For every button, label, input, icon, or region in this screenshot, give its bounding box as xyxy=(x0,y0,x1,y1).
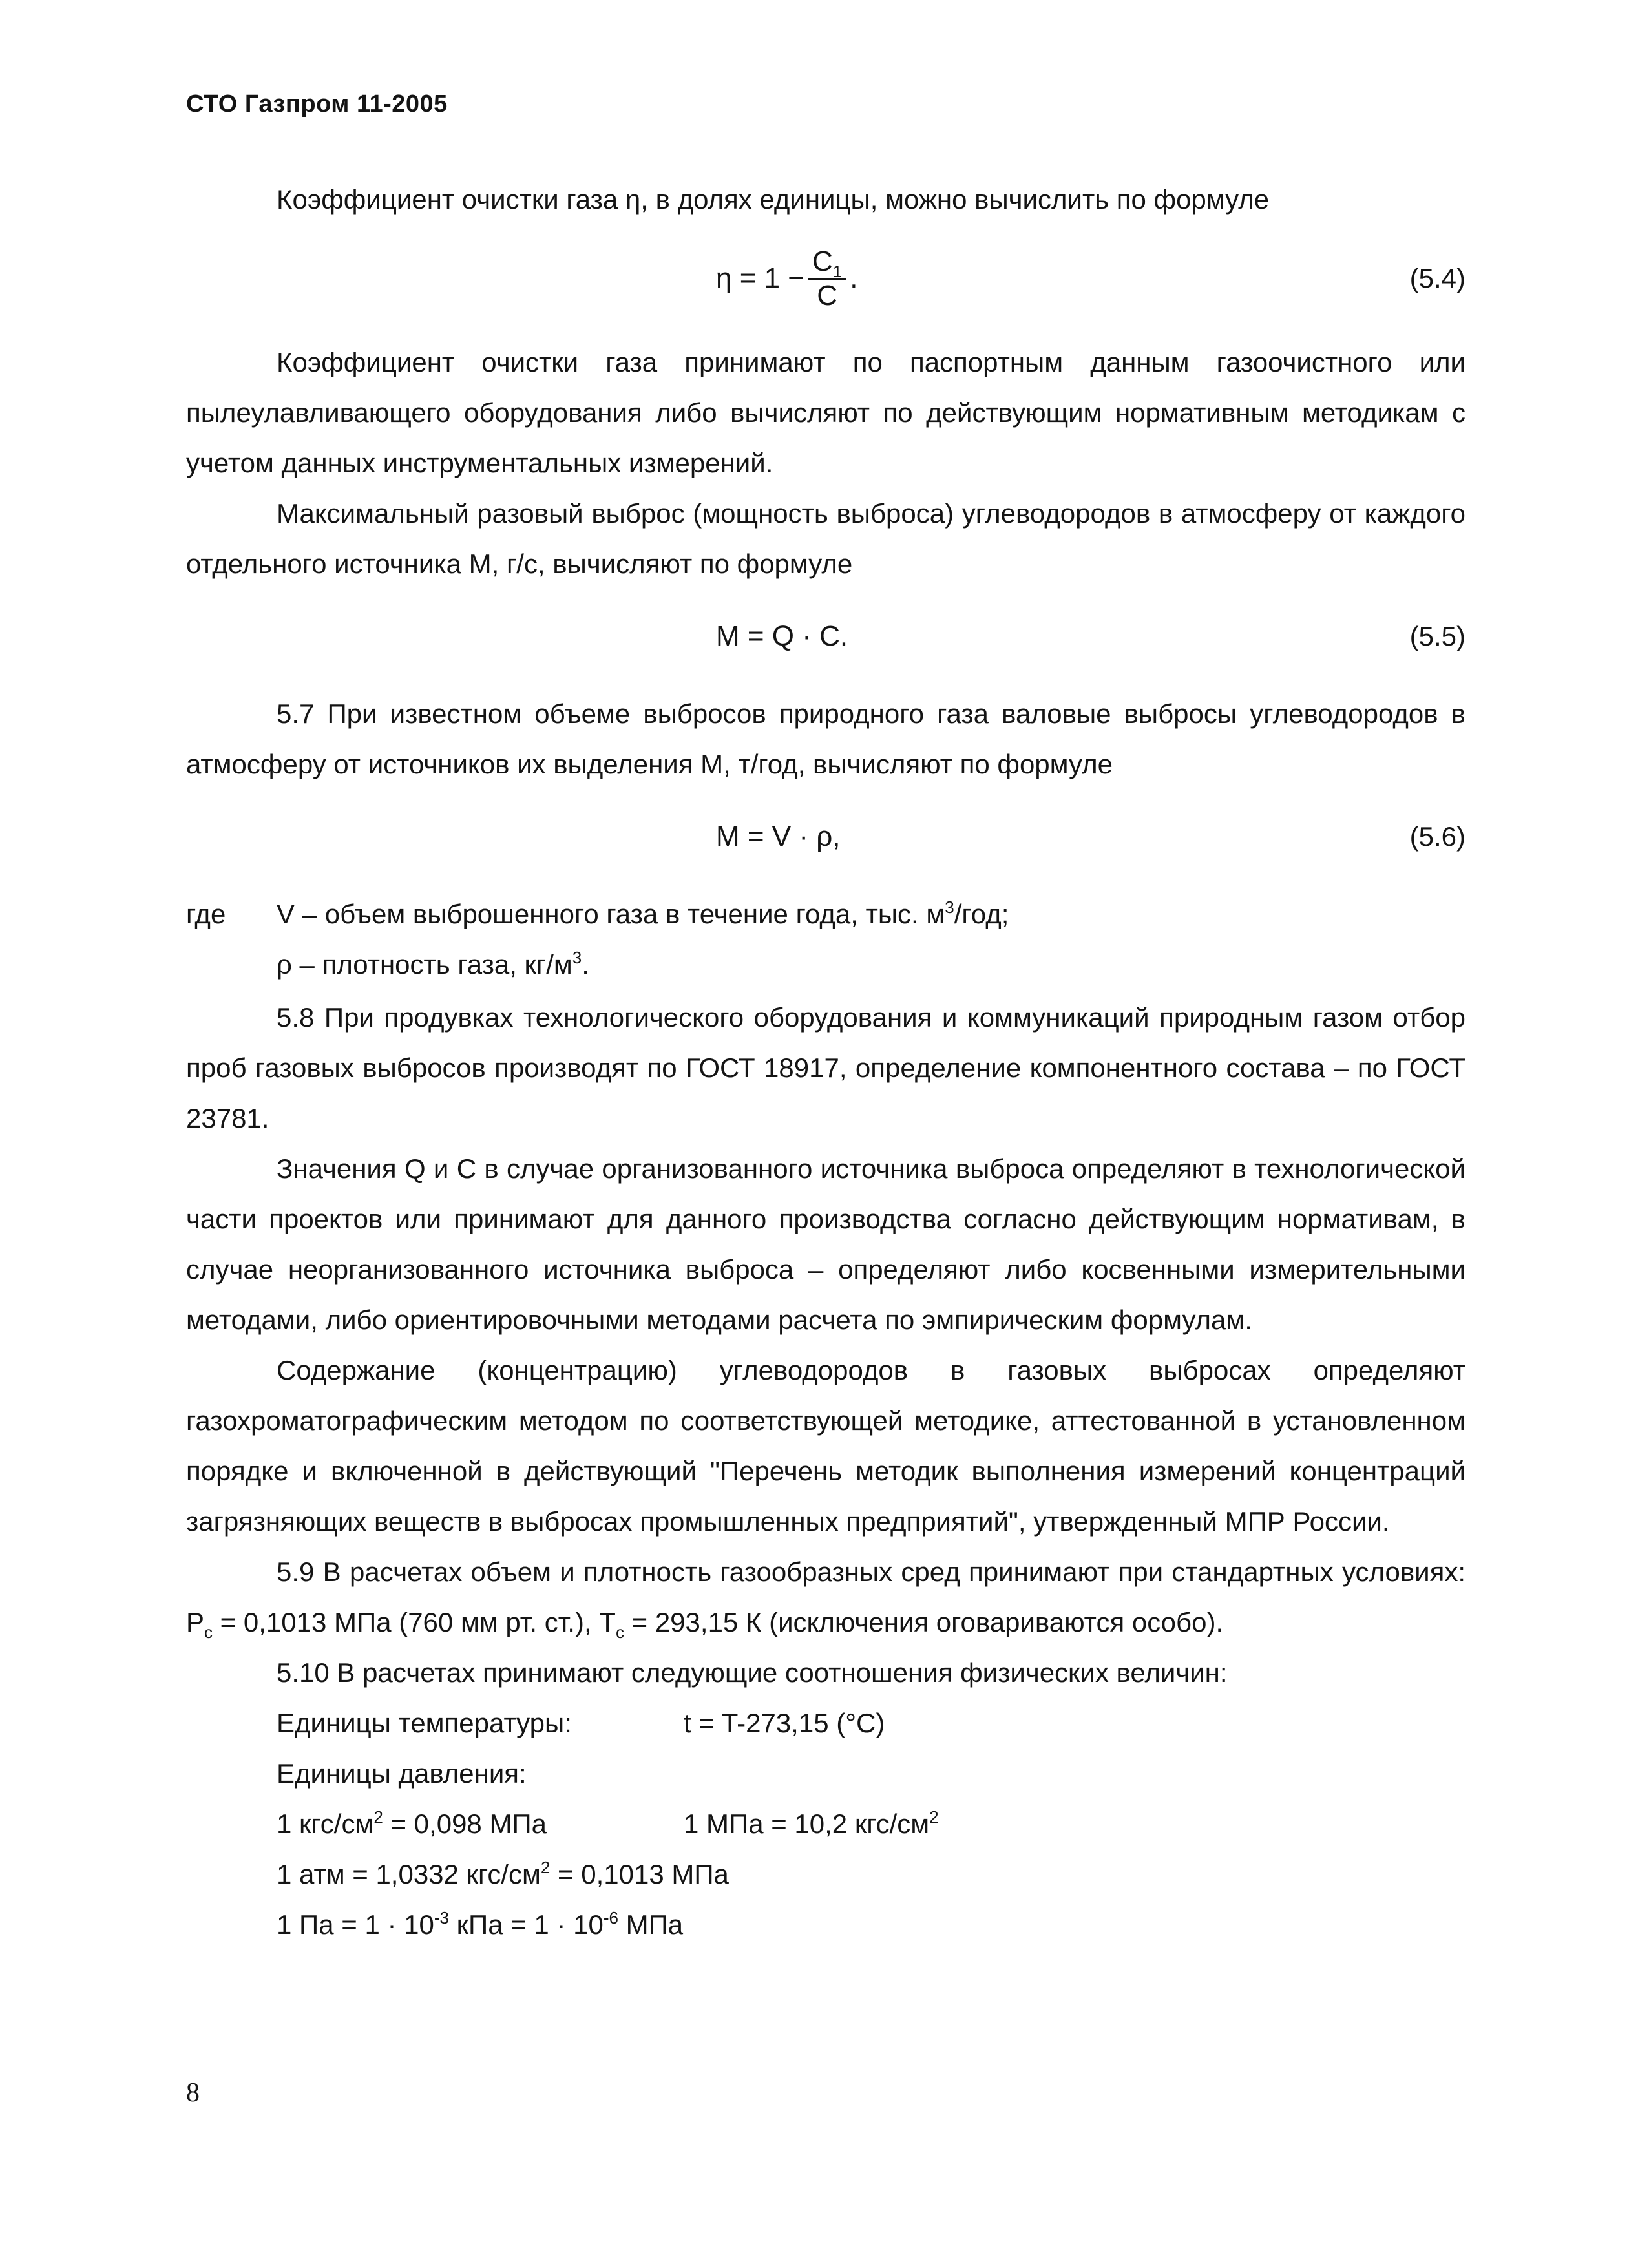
fraction xyxy=(808,246,846,312)
paragraph-efficiency-source: Коэффициент очистки газа принимают по паспортным данным газоочистного или пылеулавливающего оборудования либо вычисляют по действующим нормативным методикам с учетом данных инструментальных измерений. xyxy=(186,347,1465,478)
paragraph-concentration: Содержание (концентрацию) углеводородов в газовых выбросах определяют газохроматографическим методом по соответствующей методике, аттестованной в установленном порядке и включенной в действующий "Перечень методик выполнения измерений концентраций загрязняющих веществ в выбросах промышленных предприятий", утвержденный МПР России. xyxy=(186,1355,1465,1537)
text-fragment: 1 кгс/см xyxy=(277,1809,374,1839)
subscript: c xyxy=(204,1622,213,1642)
paragraph-5-9 xyxy=(186,1547,1465,1648)
paragraph-q-c-values: Значения Q и C в случае организованного источника выброса определяют в технологической части проектов или принимают для данного производства согласно действующим нормативам, в случае неорганизованного источника выброса – определяют либо косвенными измерительными методами, либо ориентировочными методами расчета по эмпирическим формулам. xyxy=(186,1153,1465,1335)
text-fragment: 1 Па = 1 · 10 xyxy=(277,1909,434,1940)
equation-number: (5.4) xyxy=(1409,263,1465,293)
text-fragment: 5.9 В расчетах объем и плотность газообразных сред принимают при стандартных условиях: P xyxy=(186,1557,1465,1637)
superscript: 2 xyxy=(373,1807,383,1827)
superscript: -6 xyxy=(603,1908,618,1927)
numerator-symbol: C xyxy=(812,245,833,277)
fraction-denominator: C xyxy=(817,279,838,311)
formula-5-5 xyxy=(186,594,1465,678)
document-body xyxy=(186,174,1465,1950)
conversion-mpa-to-kgf xyxy=(684,1799,939,1849)
where-label: где xyxy=(186,899,226,929)
formula-5-6 xyxy=(186,795,1465,879)
text-fragment: МПа xyxy=(618,1909,684,1940)
pressure-row-1 xyxy=(277,1799,1465,1849)
formula-tail: . xyxy=(850,262,858,294)
text-fragment: = 0,1013 МПа xyxy=(550,1859,729,1889)
fraction-numerator xyxy=(808,246,846,280)
superscript: 2 xyxy=(929,1807,939,1827)
formula-expression: M = Q · C. xyxy=(716,620,848,652)
paragraph-5-10: 5.10 В расчетах принимают следующие соотношения физических величин: xyxy=(277,1657,1228,1688)
text-fragment: = 293,15 К (исключения оговариваются особо). xyxy=(624,1607,1224,1637)
definition-rho-text: ρ – плотность газа, кг/м xyxy=(277,949,572,980)
superscript: 2 xyxy=(540,1858,551,1877)
numerator-subscript: 1 xyxy=(832,261,843,281)
pressure-row-3 xyxy=(277,1900,1465,1950)
definition-rho-tail: . xyxy=(582,949,589,980)
equation-number: (5.5) xyxy=(1409,621,1465,651)
where-definitions xyxy=(186,889,1465,990)
paragraph-5-7: 5.7 При известном объеме выбросов природного газа валовые выбросы углеводородов в атмосферу от источников их выделения M, т/год, вычисляют по формуле xyxy=(186,698,1465,779)
paragraph-5-8: 5.8 При продувках технологического оборудования и коммуникаций природным газом отбор проб газовых выбросов производят по ГОСТ 18917, определение компонентного состава – по ГОСТ 23781. xyxy=(186,1002,1465,1133)
temperature-formula: t = T-273,15 (°C) xyxy=(684,1708,885,1738)
pressure-row-2 xyxy=(277,1849,1465,1900)
pressure-label: Единицы давления: xyxy=(277,1758,527,1789)
text-fragment: = 0,1013 МПа (760 мм рт. ст.), T xyxy=(213,1607,616,1637)
text-fragment: кПа = 1 · 10 xyxy=(448,1909,604,1940)
formula-lhs: η = 1 − xyxy=(716,262,805,294)
definition-rho xyxy=(277,940,1465,990)
definition-v-text: V – объем выброшенного газа в течение года, тыс. м xyxy=(277,899,945,929)
text-fragment: = 0,098 МПа xyxy=(383,1809,547,1839)
conversion-kgf-to-mpa xyxy=(277,1799,684,1849)
page-number: 8 xyxy=(186,2078,200,2108)
formula-5-4 xyxy=(186,230,1465,327)
superscript: 3 xyxy=(572,948,582,967)
paragraph-max-emission: Максимальный разовый выброс (мощность выброса) углеводородов в атмосферу от каждого отдельного источника M, г/с, вычисляют по формуле xyxy=(186,498,1465,579)
formula-expression xyxy=(716,230,858,327)
text-fragment: 1 МПа = 10,2 кгс/см xyxy=(684,1809,930,1839)
superscript: 3 xyxy=(945,898,954,917)
paragraph-efficiency-intro: Коэффициент очистки газа η, в долях единицы, можно вычислить по формуле xyxy=(277,184,1270,215)
temperature-row xyxy=(277,1698,1465,1748)
formula-expression: M = V · ρ, xyxy=(716,821,841,852)
temperature-label: Единицы температуры: xyxy=(277,1708,572,1738)
subscript: c xyxy=(615,1622,624,1642)
document-header: СТО Газпром 11-2005 xyxy=(186,90,448,118)
superscript: -3 xyxy=(434,1908,449,1927)
equation-number: (5.6) xyxy=(1409,821,1465,852)
unit-conversions xyxy=(186,1698,1465,1950)
definition-v-tail: /год; xyxy=(954,899,1009,929)
definition-v xyxy=(277,889,1465,940)
text-fragment: 1 атм = 1,0332 кгс/см xyxy=(277,1859,541,1889)
